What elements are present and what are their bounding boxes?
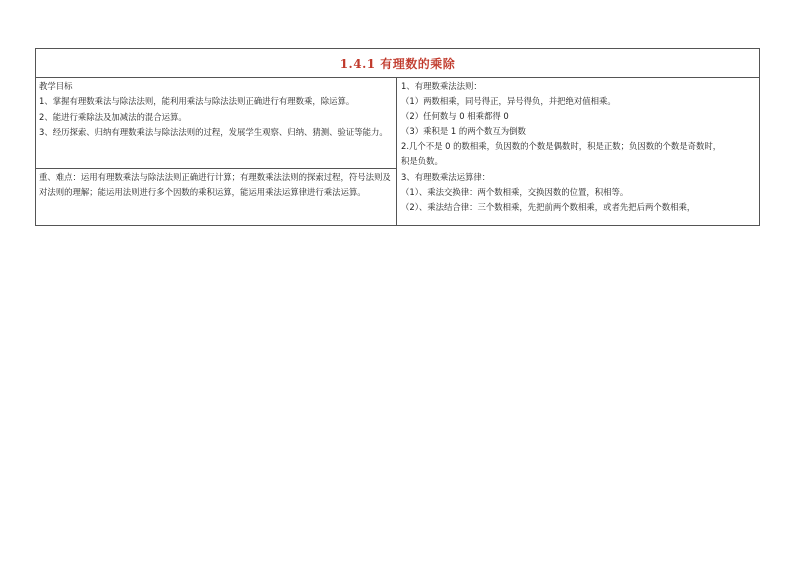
rule-line-7: 3、有理数乘法运算律： [401, 171, 491, 182]
rule-line-4: （3）乘积是 1 的两个数互为倒数 [401, 126, 526, 137]
teaching-goals-cell [36, 78, 396, 169]
key-points-cell [36, 169, 396, 225]
goal-item-1: 1、掌握有理数乘法与除法法则，能利用乘法与除法法则正确进行有理数乘，除运算。 [39, 96, 355, 107]
rule-line-2: （1）两数相乘，同号得正，异号得负，并把绝对值相乘。 [401, 96, 616, 107]
goal-item-2: 2、能进行乘除法及加减法的混合运算。 [39, 111, 187, 122]
goals-heading: 教学目标 [39, 81, 73, 91]
rules-cell [397, 78, 759, 225]
title-row [36, 49, 759, 78]
rule-line-5: 2.几个不是 0 的数相乘，负因数的个数是偶数时，积是正数；负因数的个数是奇数时， [401, 141, 722, 152]
key-points-text: 重、难点：运用有理数乘法与除法法则正确进行计算；有理数乘法法则的探索过程，符号法则及对法则的理解；能运用法则进行多个因数的乘积运算，能运用乘法运算律进行乘法运算。 [39, 172, 391, 198]
left-column [36, 78, 397, 225]
lesson-table [35, 48, 760, 226]
rule-line-6: 积是负数。 [401, 156, 443, 167]
rule-line-8: （1）、乘法交换律：两个数相乘，交换因数的位置，积相等。 [401, 186, 629, 197]
rule-line-3: （2）任何数与 0 相乘都得 0 [401, 111, 509, 122]
goal-item-3: 3、经历探索、归纳有理数乘法与除法法则的过程，发展学生观察、归纳、猜测、验证等能力。 [39, 127, 388, 138]
rule-line-9: （2）、乘法结合律：三个数相乘，先把前两个数相乘，或者先把后两个数相乘， [401, 201, 696, 212]
lesson-title: 1.4.1 有理数的乘除 [339, 56, 456, 71]
rule-line-1: 1、有理数乘法法则： [401, 81, 482, 91]
